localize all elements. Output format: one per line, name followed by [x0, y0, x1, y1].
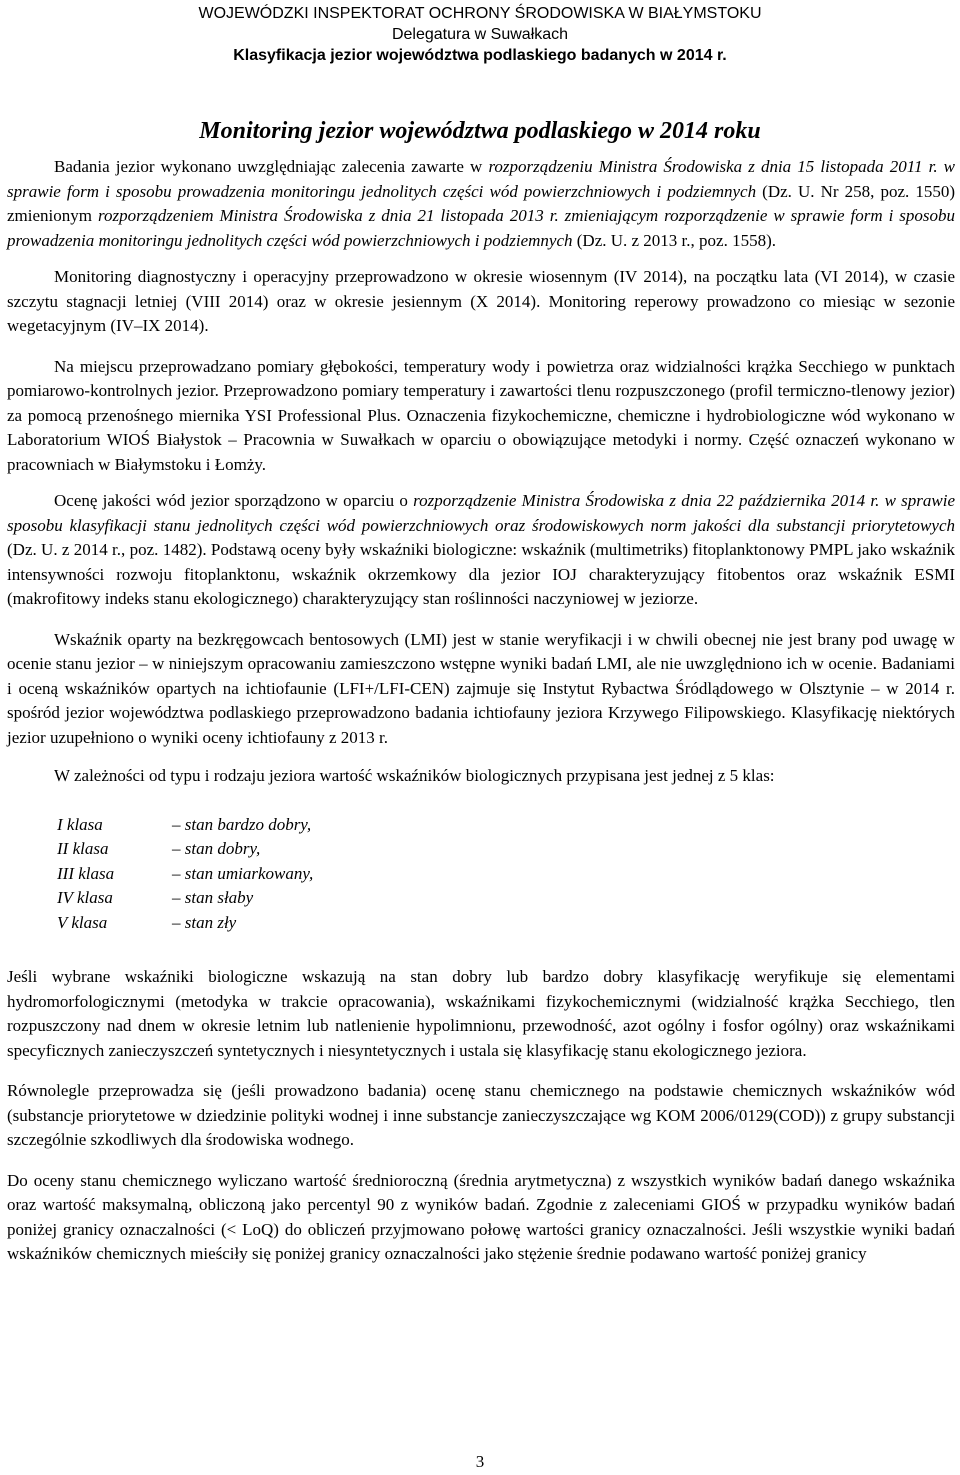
section-title: Monitoring jezior województwa podlaskiego w 2014 roku	[199, 118, 761, 144]
header-institution: WOJEWÓDZKI INSPEKTORAT OCHRONY ŚRODOWISKA W BIAŁYMSTOKU	[198, 5, 762, 22]
class-item: I klasa – stan bardzo dobry,	[57, 814, 312, 834]
paragraph-verification: Jeśli wybrane wskaźniki biologiczne wskazują na stan dobry lub bardzo dobry klasyfikację weryfikuje się elementami hydromorfologicznymi (metodyka w trakcie opracowania), wskaźnikami fizykochemicznymi (widzialność krążka Secchiego, tlen rozpuszczony nad dnem w okresie letnim lub natlenienie hypolimnionu, przewodność, azot ogólny i fosfor ogólny) oraz wskaźnikami specyficznych zanieczyszczeń syntetycznych i niesyntetycznych i ustala się klasyfikację stanu ekologicznego jeziora.	[7, 967, 955, 1060]
paragraph-field-measurements: Na miejscu przeprowadzano pomiary głębokości, temperatury wody i powietrza oraz widzialności krążka Secchiego w punktach pomiarowo-kontrolnych jezior. Przeprowadzono pomiary temperatury i zawartości tlenu rozpuszczonego (profil termiczno-tlenowy jezior) za pomocą przenośnego miernika YSI Professional Plus. Oznaczenia fizykochemiczne, chemiczne i hydrobiologiczne wód wykonano w Laboratorium WIOŚ Białystok – Pracownia w Suwałkach w oparciu o obowiązujące metodyki i normy. Część oznaczeń wykonano w pracowniach w Białymstoku i Łomży.	[7, 356, 955, 474]
paragraph-lmi-ichthyofauna: Wskaźnik oparty na bezkręgowcach bentosowych (LMI) jest w stanie weryfikacji i w chwili obecnej nie jest brany pod uwagę w ocenie stanu jezior – w niniejszym opracowaniu zamieszczono wstępne wyniki badań LMI, ale nie uwzględniono ich w ocenie. Badaniami i oceną wskaźników opartych na ichtiofaunie (LFI+/LFI-CEN) zajmuje się Instytut Rybactwa Śródlądowego w Olsztynie – w 2014 r. spośród jezior województwa podlaskiego przeprowadzono badania ichtiofauny jeziora Krzywego Filipowskiego. Klasyfikację niektórych jezior uzupełniono o wyniki oceny ichtiofauny z 2013 r.	[7, 629, 955, 747]
header-branch: Delegatura w Suwałkach	[391, 26, 569, 43]
header-report-title: Klasyfikacja jezior województwa podlaskiego badanych w 2014 r.	[233, 47, 727, 64]
paragraph-chemical-calculation: Do oceny stanu chemicznego wyliczano wartość średnioroczną (średnia arytmetyczna) z wszystkich wyników badań danego wskaźnika oraz wartość maksymalną, obliczoną jako percentyl 90 z wyników badań. Zgodnie z zaleceniami GIOŚ w przypadku wyników badań poniżej granicy oznaczalności (< LoQ) do obliczeń przyjmowano połowę wartości granicy oznaczalności. Jeśli wszystkie wyniki badań wskaźników chemicznych mieściły się poniżej granicy oznaczalności jako stężenie średnie podawano wartość poniżej granicy	[7, 1170, 955, 1263]
paragraph-regulations: Badania jezior wykonano uwzględniając zalecenia zawarte w rozporządzeniu Ministra Środowiska z dnia 15 listopada 2011 r. w sprawie form i sposobu prowadzenia monitoringu jednolitych części wód powierzchniowych i podziemnych (Dz. U. Nr 258, poz. 1550) zmienionym rozporządzeniem Ministra Środowiska z dnia 21 listopada 2013 r. zmieniającym rozporządzenie w sprawie form i sposobu prowadzenia monitoringu jednolitych części wód powierzchniowych i podziemnych (Dz. U. z 2013 r., poz. 1558).	[7, 157, 956, 250]
class-item: IV klasa – stan słaby	[57, 888, 254, 907]
paragraph-assessment-basis: Ocenę jakości wód jezior sporządzono w oparciu o rozporządzenie Ministra Środowiska z dnia 22 października 2014 r. w sprawie sposobu klasyfikacji stanu jednolitych części wód powierzchniowych oraz środowiskowych norm jakości dla substancji priorytetowych (Dz. U. z 2014 r., poz. 1482). Podstawą oceny były wskaźniki biologiczne: wskaźnik (multimetriks) fitoplanktonowy PMPL jako wskaźnik intensywności rozwoju fitoplanktonu, wskaźnik okrzemkowy dla jezior IOJ charakteryzujący fitobentos oraz wskaźnik ESMI (makrofitowy indeks stanu ekologicznego) charakteryzujący stan roślinności naczyniowej w jeziorze.	[7, 491, 955, 608]
class-item: V klasa – stan zły	[57, 912, 237, 932]
class-item: III klasa – stan umiarkowany,	[57, 863, 314, 883]
paragraph-chemical-status: Równolegle przeprowadza się (jeśli prowadzono badania) ocenę stanu chemicznego na podstawie chemicznych wskaźników wód (substancje priorytetowe w dziedzinie polityki wodnej i inne substancje zanieczyszczające wg KOM 2006/0129(COD)) z grupy substancji szczególnie szkodliwych dla środowiska wodnego.	[7, 1081, 955, 1149]
paragraph-classes-intro: W zależności od typu i rodzaju jeziora wartość wskaźników biologicznych przypisana jest jednej z 5 klas:	[54, 766, 775, 785]
body-text	[7, 155, 955, 1267]
page-header	[0, 3, 960, 66]
class-list	[57, 813, 955, 936]
class-item: II klasa – stan dobry,	[57, 839, 261, 858]
paragraph-monitoring-periods: Monitoring diagnostyczny i operacyjny przeprowadzono w okresie wiosennym (IV 2014), na początku lata (VI 2014), w czasie szczytu stagnacji letniej (VIII 2014) oraz w okresie jesiennym (X 2014). Monitoring reperowy prowadzono co miesiąc w sezonie wegetacyjnym (IV–IX 2014).	[7, 267, 955, 335]
page-number: 3	[475, 1452, 485, 1471]
